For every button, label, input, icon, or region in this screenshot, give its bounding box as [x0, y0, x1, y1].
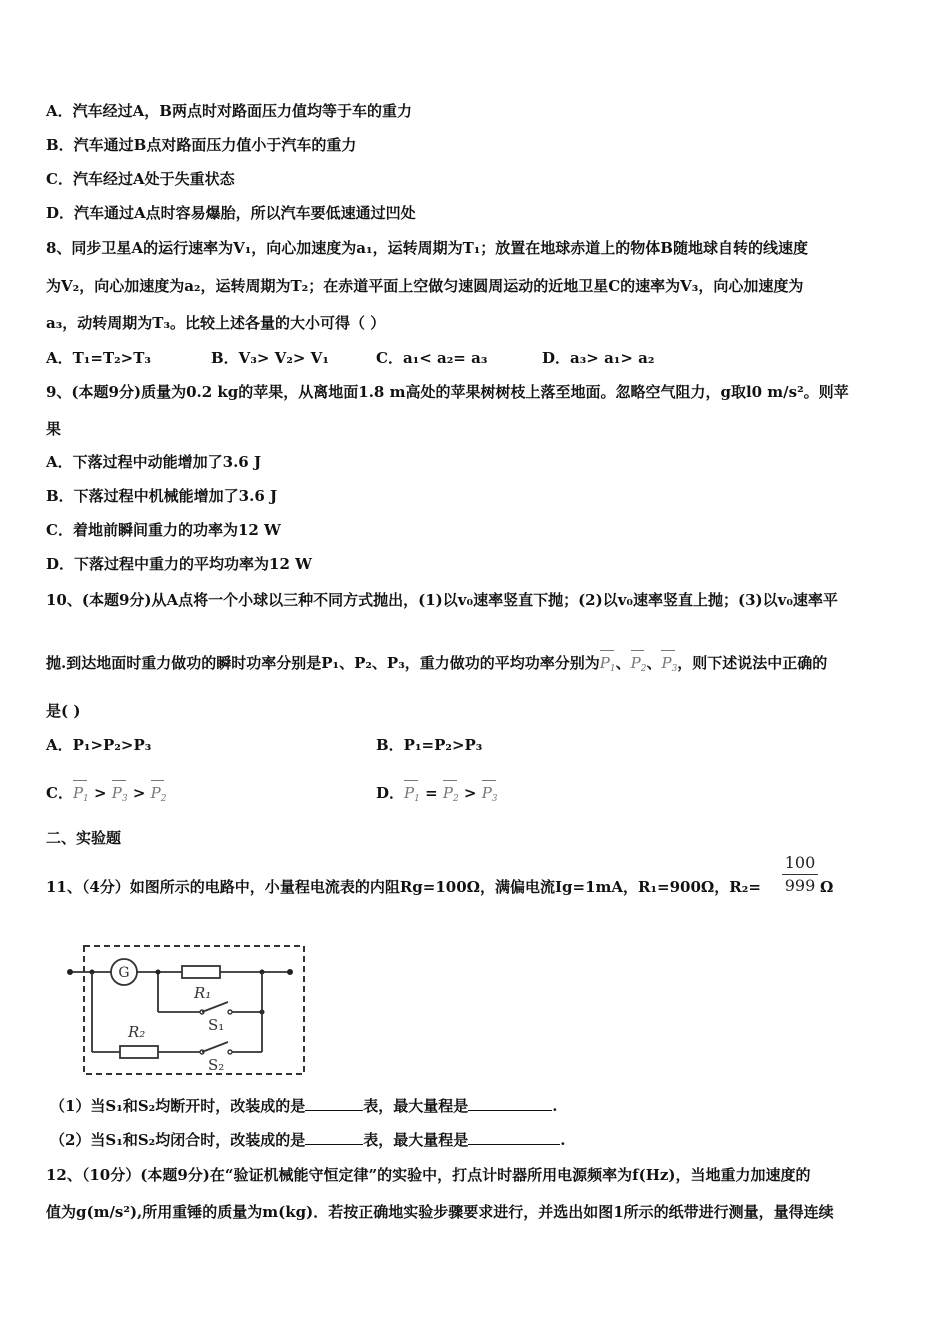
r2-fraction — [782, 852, 818, 897]
q10-stem-line2-text: 抛.到达地面时重力做功的瞬时功率分别是P₁、P₂、P₃，重力做功的平均功率分别为 — [46, 654, 600, 672]
q10-stem-line1: 10、(本题9分)从A点将一个小球以三种不同方式抛出，(1)以v₀速率竖直下抛；(2)以v₀速率竖直上抛；(3)以v₀速率平 — [46, 591, 838, 609]
q8-stem-line3: a₃，动转周期为T₃。比较上述各量的大小可得（ ） — [46, 314, 386, 332]
q10-options-cd — [46, 776, 906, 802]
r2-label: R₂ — [128, 1023, 146, 1041]
switch-s1-icon — [202, 1002, 228, 1012]
p3-bar-symbol: $P_3$ — [661, 650, 677, 680]
q9-stem-line2: 果 — [46, 420, 62, 438]
q9-option-a: A．下落过程中动能增加了3.6 J — [46, 453, 262, 471]
r1-label: R₁ — [194, 984, 212, 1002]
q10-options-ab — [46, 734, 906, 756]
q7-option-c: C．汽车经过A处于失重状态 — [46, 170, 235, 188]
switch-s2-contact — [228, 1050, 232, 1054]
q11-sub1-mid: 表，最大量程是 — [363, 1097, 469, 1115]
q8-options — [46, 347, 906, 369]
p3-bar-symbol: $P_3$ — [112, 780, 128, 810]
section-title: 二、实验题 — [46, 829, 122, 847]
q9-stem-line1: 9、(本题9分)质量为0.2 kg的苹果，从离地面1.8 m高处的苹果树树枝上落至地面。忽略空气阻力，g取l0 m/s²。则苹 — [46, 383, 849, 401]
q9-option-c: C．着地前瞬间重力的功率为12 W — [46, 521, 281, 539]
q10-option-a: A．P₁>P₂>P₃ — [46, 736, 152, 754]
q11-sub1-text: （1）当S₁和S₂均断开时，改装成的是 — [50, 1097, 306, 1115]
q8-stem-line2: 为V₂，向心加速度为a₂，运转周期为T₂；在赤道平面上空做匀速圆周运动的近地卫星C的速率为V₃，向心加速度为 — [46, 277, 804, 295]
p1-bar-symbol: $P_1$ — [600, 650, 616, 680]
q12-stem-line2: 值为g(m/s²),所用重锤的质量为m(kg)．若按正确地实验步骤要求进行，并选出如图1所示的纸带进行测量，量得连续 — [46, 1203, 834, 1221]
q7-option-a: A．汽车经过A，B两点时对路面压力值均等于车的重力 — [46, 102, 412, 120]
p2-bar-symbol: $P_2$ — [443, 780, 459, 810]
q8-option-a: A．T₁=T₂>T₃ — [46, 349, 151, 367]
q8-stem-line1: 8、同步卫星A的运行速率为V₁，向心加速度为a₁，运转周期为T₁；放置在地球赤道上的物体B随地球自转的线速度 — [46, 239, 808, 257]
answer-blank[interactable] — [468, 1096, 552, 1111]
q10-stem-line2: 抛.到达地面时重力做功的瞬时功率分别是P₁、P₂、P₃，重力做功的平均功率分别为$P_1$、$P_2$、$P_3$，则下述说法中正确的 — [46, 650, 827, 680]
p3-bar-symbol: $P_3$ — [482, 780, 498, 810]
q10-option-d: D．$P_1 = P_2 > P_3$ — [376, 780, 498, 810]
answer-blank[interactable] — [305, 1096, 363, 1111]
answer-blank[interactable] — [305, 1130, 363, 1145]
p2-bar-symbol: $P_2$ — [631, 650, 647, 680]
q7-option-d: D．汽车通过A点时容易爆胎，所以汽车要低速通过凹处 — [46, 204, 416, 222]
q10-stem-line2-end: ，则下述说法中正确的 — [677, 654, 828, 672]
s2-label: S₂ — [208, 1056, 225, 1074]
q11-sub2: （2）当S₁和S₂均闭合时，改装成的是 表，最大量程是 . — [50, 1131, 566, 1149]
q9-option-d: D．下落过程中重力的平均功率为12 W — [46, 555, 312, 573]
q10-option-c-label: C． — [46, 784, 73, 802]
p2-bar-symbol: $P_2$ — [151, 780, 167, 810]
q11-sub2-mid: 表，最大量程是 — [363, 1131, 469, 1149]
s1-label: S₁ — [208, 1016, 225, 1034]
answer-blank[interactable] — [468, 1130, 560, 1145]
q8-option-b: B．V₃> V₂> V₁ — [211, 349, 329, 367]
galvanometer-label: G — [118, 965, 130, 981]
q10-stem-line3: 是( ) — [46, 702, 81, 720]
q12-stem-line1: 12、（10分）(本题9分)在“验证机械能守恒定律”的实验中，打点计时器所用电源频率为f(Hz)，当地重力加速度的 — [46, 1166, 811, 1184]
q10-option-b: B．P₁=P₂>P₃ — [376, 736, 483, 754]
p1-bar-symbol: $P_1$ — [73, 780, 89, 810]
resistor-r2-icon — [120, 1046, 158, 1058]
switch-s1-contact — [228, 1010, 232, 1014]
p1-bar-symbol: $P_1$ — [404, 780, 420, 810]
q7-option-b: B．汽车通过B点对路面压力值小于汽车的重力 — [46, 136, 357, 154]
q10-option-d-label: D． — [376, 784, 405, 802]
r2-unit: Ω — [820, 878, 834, 896]
terminal-left — [67, 969, 73, 975]
q10-option-c: C．$P_1 > P_3 > P_2$ — [46, 780, 166, 810]
q11-sub2-text: （2）当S₁和S₂均闭合时，改装成的是 — [50, 1131, 306, 1149]
r2-fraction-numerator: 100 — [782, 852, 818, 875]
q11-stem — [46, 876, 761, 898]
switch-s2-icon — [202, 1042, 228, 1052]
q8-option-d: D．a₃> a₁> a₂ — [542, 349, 655, 367]
q11-stem-text: 11、（4分）如图所示的电路中，小量程电流表的内阻Rg=100Ω，满偏电流Ig=1mA，R₁=900Ω，R₂= — [46, 878, 761, 896]
resistor-r1-icon — [182, 966, 220, 978]
q8-option-c: C．a₁< a₂= a₃ — [376, 349, 488, 367]
q9-option-b: B．下落过程中机械能增加了3.6 J — [46, 487, 278, 505]
junction-dot — [156, 970, 161, 975]
q11-sub1: （1）当S₁和S₂均断开时，改装成的是 表，最大量程是 . — [50, 1097, 558, 1115]
circuit-diagram — [60, 940, 310, 1080]
r2-fraction-denominator: 999 — [784, 876, 816, 895]
terminal-right — [287, 969, 293, 975]
